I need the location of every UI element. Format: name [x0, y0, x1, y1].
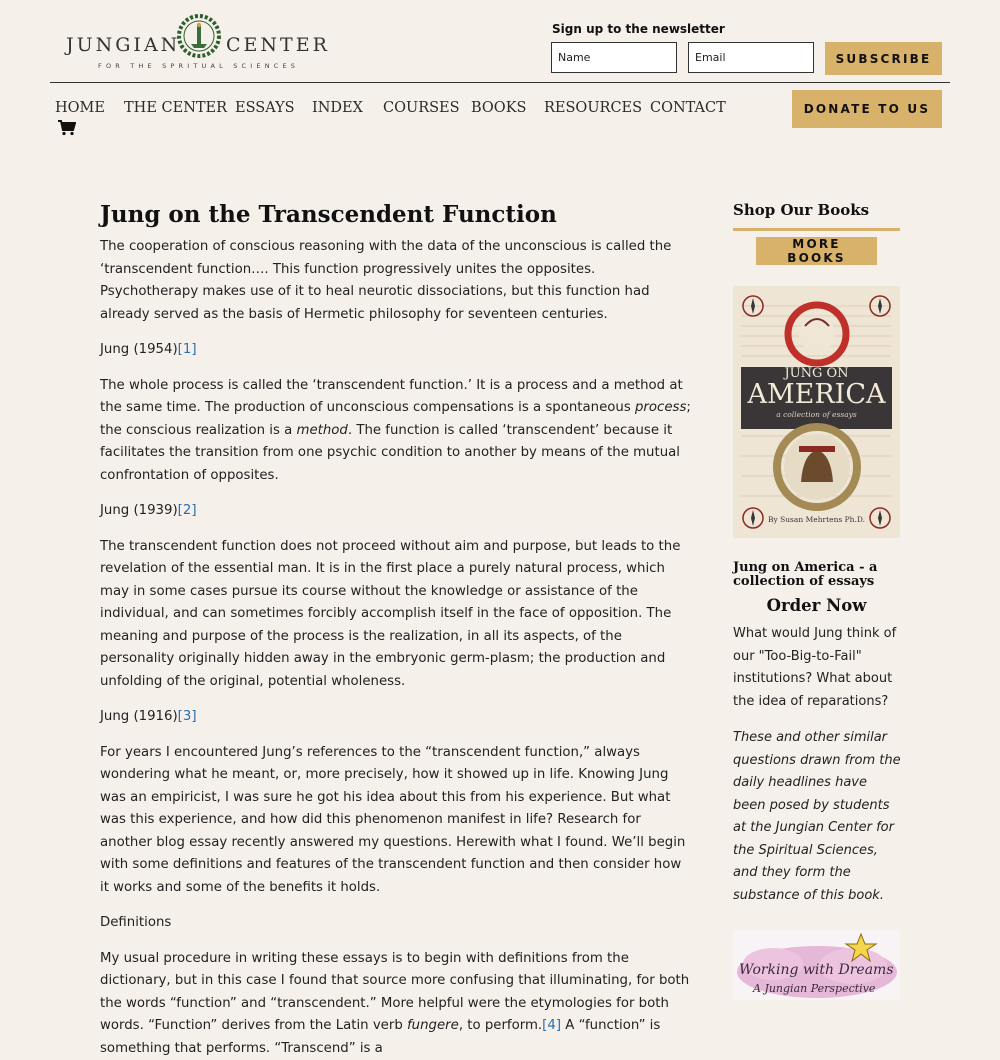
text-run: My usual procedure in writing these essays is to begin with definitions from the dictionary, but in this case I found that source more confusing that illuminating, for both the words “function” and “transcendent.” More helpful were the etymologies for both words. “Function” derives from the Latin verb: [100, 951, 689, 1034]
citation: [100, 339, 692, 362]
emphasis: method: [297, 423, 348, 438]
citation: [100, 500, 692, 523]
citation: [100, 706, 692, 729]
citation-text: Jung (1954): [100, 342, 178, 357]
newsletter-name-input[interactable]: [551, 42, 677, 73]
text-run: A “function” is something that performs. “Transcend” is a: [100, 1018, 660, 1056]
emphasis: process: [635, 400, 686, 415]
nav-essays[interactable]: ESSAYS: [235, 100, 295, 116]
article-paragraph: [100, 948, 692, 1060]
section-heading: Definitions: [100, 912, 692, 935]
book-cover-jung-on-america[interactable]: [733, 286, 900, 538]
footnote-link[interactable]: [2]: [178, 503, 197, 518]
article-paragraph: The transcendent function does not proceed without aim and purpose, but leads to the revelation of the essential man. It is in the first place a purely natural process, which may in some cases pursue its course without the knowledge or assistance of the individual, and can sometimes forcibly accomplish itself in the face of opposition. The meaning and purpose of the process is the realization, in all its aspects, of the personality originally hidden away in the embryonic germ-plasm; the production and unfolding of the original, potential wholeness.: [100, 536, 692, 694]
sidebar-divider: [733, 228, 900, 231]
cover-title-line2: AMERICA: [733, 380, 900, 410]
book-description-italic: These and other similar questions drawn from the daily headlines have been posed by students at the Jungian Center for the Spiritual Sciences, and they form the substance of this book.: [733, 727, 903, 907]
book-title[interactable]: Jung on America - a collection of essays: [733, 561, 903, 589]
logo-text-left: JUNGIAN: [66, 34, 180, 56]
emphasis: fungere: [407, 1018, 459, 1033]
article-paragraph: For years I encountered Jung’s references to the “transcendent function,” always wondering what he meant, or, more precisely, how it showed up in life. Knowing Jung was an empiricist, I was sure he got his idea about this from his experience. But what was this experience, and how did this phenomenon manifest in life? Research for another blog essay recently answered my questions. Herewith what I found. We’ll begin with some definitions and features of the transcendent function and then consider how it works and some of the benefits it holds.: [100, 742, 692, 900]
logo-wreath-icon: [177, 14, 221, 58]
more-books-button[interactable]: MORE BOOKS: [756, 237, 877, 265]
order-now-link[interactable]: Order Now: [733, 596, 900, 615]
footnote-link[interactable]: [4]: [542, 1018, 561, 1033]
book-cover-working-with-dreams[interactable]: [733, 930, 900, 1000]
text-run: ; the conscious realization is a: [100, 400, 691, 438]
article-paragraph: The cooperation of conscious reasoning with the data of the unconscious is called the ‘transcendent function…. This function progressively unites the opposites. Psychotherapy makes use of it to heal neurotic dissociations, but this function had already served as the basis of Hermetic philosophy for seventeen centuries.: [100, 236, 692, 326]
cover-title: Working with Dreams: [739, 962, 899, 978]
article-paragraph: [100, 375, 692, 488]
nav-resources[interactable]: RESOURCES: [544, 100, 642, 116]
cover-subtitle: A Jungian Perspective: [753, 982, 900, 995]
nav-books[interactable]: BOOKS: [471, 100, 526, 116]
cover-subtitle: a collection of essays: [733, 410, 900, 419]
article: [100, 200, 692, 1060]
nav-the-center[interactable]: THE CENTER: [124, 100, 227, 116]
donate-button[interactable]: DONATE TO US: [792, 90, 942, 128]
newsletter-email-input[interactable]: [688, 42, 814, 73]
sidebar-title: Shop Our Books: [733, 201, 869, 219]
logo-subtitle: FOR THE SPRITUAL SCIENCES: [98, 62, 299, 70]
book-description: What would Jung think of our "Too-Big-to-Fail" institutions? What about the idea of reparations?: [733, 623, 903, 713]
logo-text-right: CENTER: [226, 34, 330, 56]
site-logo[interactable]: [66, 14, 326, 74]
article-title: Jung on the Transcendent Function: [100, 200, 692, 230]
newsletter-title: Sign up to the newsletter: [552, 22, 725, 36]
text-run: . The function is called ‘transcendent’ because it facilitates the transition from one psychic condition to another by means of the mutual confrontation of opposites.: [100, 423, 680, 483]
cover-title-line1: JUNG ON: [733, 367, 900, 381]
header-divider: [50, 82, 950, 83]
text-run: The whole process is called the ‘transcendent function.’ It is a process and a method at the same time. The production of unconscious compensations is a spontaneous: [100, 378, 683, 416]
citation-text: Jung (1916): [100, 709, 178, 724]
citation-text: Jung (1939): [100, 503, 178, 518]
footnote-link[interactable]: [3]: [178, 709, 197, 724]
subscribe-button[interactable]: SUBSCRIBE: [825, 42, 942, 75]
cart-icon[interactable]: [58, 120, 76, 136]
text-run: , to perform.: [459, 1018, 542, 1033]
nav-courses[interactable]: COURSES: [383, 100, 460, 116]
footnote-link[interactable]: [1]: [178, 342, 197, 357]
nav-home[interactable]: HOME: [55, 100, 105, 116]
nav-index[interactable]: INDEX: [312, 100, 363, 116]
nav-contact[interactable]: CONTACT: [650, 100, 726, 116]
cover-author: By Susan Mehrtens Ph.D.: [733, 515, 900, 524]
